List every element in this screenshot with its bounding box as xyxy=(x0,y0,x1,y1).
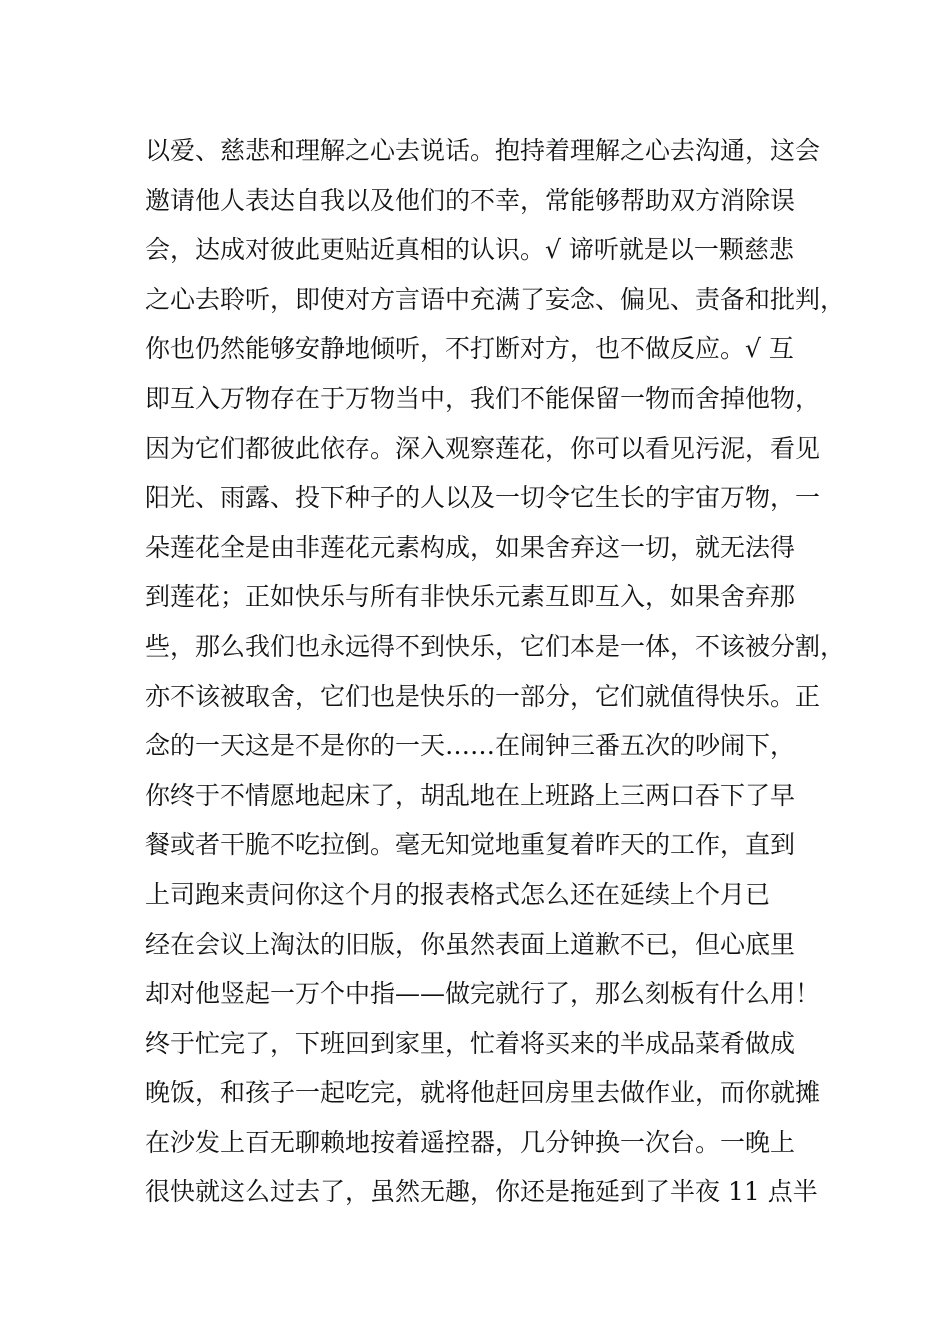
text-line: 很快就这么过去了，虽然无趣，你还是拖延到了半夜 11 点半 xyxy=(145,1177,818,1207)
text-line: 到莲花；正如快乐与所有非快乐元素互即互入，如果舍弃那 xyxy=(145,582,796,612)
text-line: 上司跑来责问你这个月的报表格式怎么还在延续上个月已 xyxy=(145,879,771,909)
text-line: 你也仍然能够安静地倾听，不打断对方，也不做反应。√ 互 xyxy=(145,334,794,364)
text-line: 朵莲花全是由非莲花元素构成，如果舍弃这一切，就无法得 xyxy=(145,532,796,562)
text-line: 晚饭，和孩子一起吃完，就将他赶回房里去做作业，而你就摊 xyxy=(145,1078,821,1108)
text-line: 经在会议上淘汰的旧版，你虽然表面上道歉不已，但心底里 xyxy=(145,929,796,959)
text-line: 之心去聆听，即使对方言语中充满了妄念、偏见、责备和批判， xyxy=(145,284,846,314)
text-line: 在沙发上百无聊赖地按着遥控器，几分钟换一次台。一晚上 xyxy=(145,1127,796,1157)
text-line: 以爱、慈悲和理解之心去说话。抱持着理解之心去沟通，这会 xyxy=(145,136,821,165)
body-text xyxy=(145,126,846,1217)
text-line: 即互入万物存在于万物当中，我们不能保留一物而舍掉他物， xyxy=(145,383,821,413)
text-line: 终于忙完了，下班回到家里，忙着将买来的半成品菜肴做成 xyxy=(145,1028,796,1058)
text-line: 些，那么我们也永远得不到快乐，它们本是一体，不该被分割， xyxy=(145,631,846,661)
text-line: 会，达成对彼此更贴近真相的认识。√ 谛听就是以一颗慈悲 xyxy=(145,235,794,265)
text-line: 念的一天这是不是你的一天……在闹钟三番五次的吵闹下， xyxy=(145,731,796,761)
text-line: 因为它们都彼此依存。深入观察莲花，你可以看见污泥，看见 xyxy=(145,433,821,463)
text-line: 亦不该被取舍，它们也是快乐的一部分，它们就值得快乐。正 xyxy=(145,681,821,711)
text-line: 阳光、雨露、投下种子的人以及一切令它生长的宇宙万物，一 xyxy=(145,483,821,513)
text-line: 却对他竖起一万个中指——做完就行了，那么刻板有什么用！ xyxy=(145,979,821,1009)
text-line: 邀请他人表达自我以及他们的不幸，常能够帮助双方消除误 xyxy=(145,185,796,215)
text-line: 餐或者干脆不吃拉倒。毫无知觉地重复着昨天的工作，直到 xyxy=(145,830,796,860)
text-line: 你终于不情愿地起床了，胡乱地在上班路上三两口吞下了早 xyxy=(145,780,796,810)
